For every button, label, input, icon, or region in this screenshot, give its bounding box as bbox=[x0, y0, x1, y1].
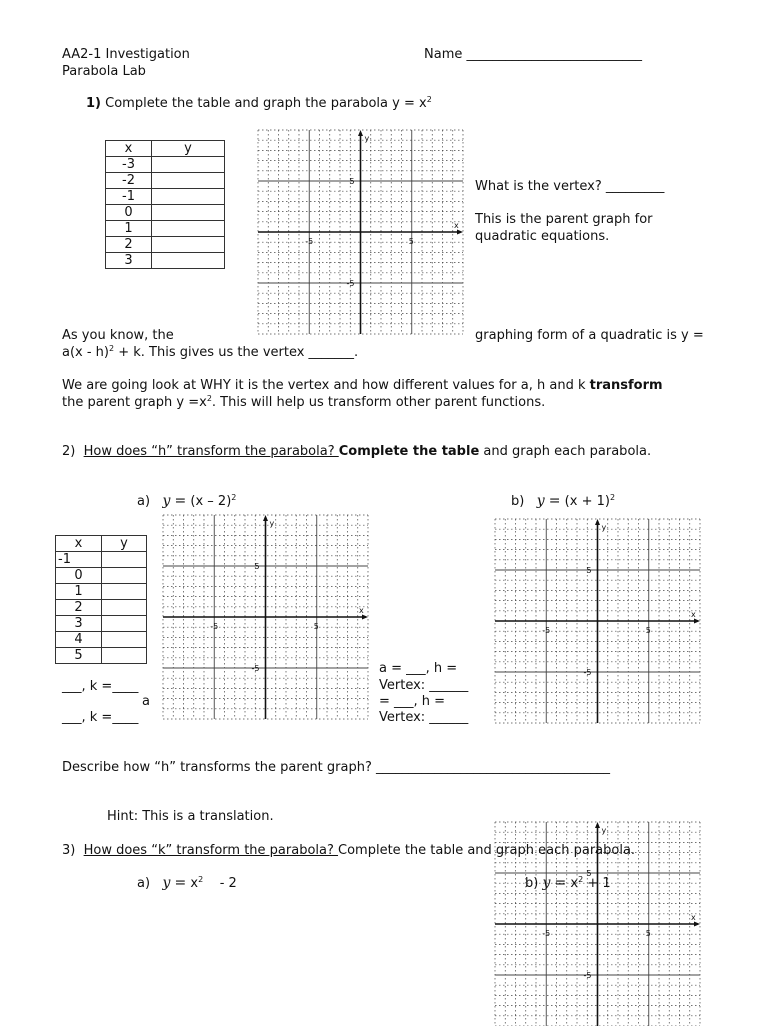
y-cell[interactable] bbox=[152, 189, 225, 205]
x-tick-label: -5 bbox=[542, 626, 551, 635]
y-axis-arrow bbox=[263, 515, 268, 521]
q3a-exponent: 2 bbox=[198, 875, 204, 884]
x-tick-label: 5 bbox=[313, 622, 319, 631]
table-row bbox=[106, 205, 225, 221]
y-cell[interactable] bbox=[102, 632, 147, 648]
y-header: y bbox=[102, 536, 147, 552]
x-axis-arrow bbox=[457, 230, 463, 235]
q1-exponent: 2 bbox=[426, 95, 432, 104]
y-cell[interactable] bbox=[102, 616, 147, 632]
q3-underlined: How does “k” transform the parabola? bbox=[83, 843, 339, 858]
q3a-letter: a) bbox=[137, 876, 151, 891]
x-tick-label: 5 bbox=[645, 626, 651, 635]
x-cell: 0 bbox=[106, 205, 152, 221]
q1-prompt bbox=[86, 96, 432, 112]
parent-note-2: quadratic equations. bbox=[475, 229, 610, 244]
y-cell[interactable] bbox=[102, 600, 147, 616]
q3a-expr: x bbox=[190, 876, 199, 891]
parent-graph-rest: . This will help us transform other parent functions. bbox=[211, 395, 546, 410]
y-cell[interactable] bbox=[152, 173, 225, 189]
parent-graph-text: the parent graph y =x bbox=[62, 395, 207, 410]
table-row bbox=[106, 237, 225, 253]
x-cell: -1 bbox=[56, 552, 102, 568]
y-axis-label: y bbox=[601, 826, 607, 835]
y-cell[interactable] bbox=[152, 157, 225, 173]
y-cell[interactable] bbox=[152, 205, 225, 221]
x-cell: -1 bbox=[106, 189, 152, 205]
x-tick-label: -5 bbox=[210, 622, 219, 631]
x-cell: 3 bbox=[106, 253, 152, 269]
table-row bbox=[56, 552, 147, 568]
table-row bbox=[56, 632, 147, 648]
q2b-expr: (x + 1) bbox=[564, 494, 610, 509]
q2a-stray-a: a bbox=[142, 694, 150, 709]
q2-prompt bbox=[62, 444, 651, 460]
y-axis-arrow bbox=[595, 822, 600, 828]
q2a-label bbox=[137, 493, 236, 510]
hint: Hint: This is a translation. bbox=[107, 809, 274, 824]
intro-para2-line2 bbox=[62, 395, 545, 411]
q2b-y: y bbox=[536, 493, 545, 509]
y-cell[interactable] bbox=[102, 584, 147, 600]
x-header: x bbox=[56, 536, 102, 552]
q3a-eq: = bbox=[174, 875, 187, 891]
name-field[interactable]: Name ___________________________ bbox=[424, 47, 642, 62]
y-cell[interactable] bbox=[152, 237, 225, 253]
x-cell: 1 bbox=[56, 584, 102, 600]
x-tick-label: -5 bbox=[542, 929, 551, 938]
y-cell[interactable] bbox=[152, 253, 225, 269]
table-row bbox=[106, 189, 225, 205]
x-cell: -2 bbox=[106, 173, 152, 189]
x-tick-label: 5 bbox=[408, 237, 414, 246]
table-row bbox=[106, 221, 225, 237]
y-axis-arrow bbox=[358, 130, 363, 136]
q2a-ak-line[interactable]: ___, k =____ bbox=[62, 679, 139, 694]
intro-line1a: As you know, the bbox=[62, 328, 174, 343]
y-cell[interactable] bbox=[152, 221, 225, 237]
describe-h[interactable]: Describe how “h” transforms the parent graph? ____________________________________ bbox=[62, 760, 610, 775]
q2-bold: Complete the table bbox=[338, 444, 480, 459]
q2a-eq: = bbox=[174, 493, 187, 509]
y-cell[interactable] bbox=[102, 552, 147, 568]
intro-line2 bbox=[62, 345, 358, 361]
vertex-question: What is the vertex? _________ bbox=[475, 179, 665, 194]
intro-para2-line1 bbox=[62, 378, 663, 394]
q2b-letter: b) bbox=[511, 494, 525, 509]
q2a-exponent: 2 bbox=[231, 493, 237, 502]
q2a-expr: (x – 2) bbox=[190, 494, 232, 509]
q1-number: 1) bbox=[86, 96, 101, 111]
q3b-letter: b) bbox=[525, 876, 539, 891]
q3b-tail: + 1 bbox=[583, 876, 611, 891]
y-cell[interactable] bbox=[102, 568, 147, 584]
q2b-label bbox=[511, 493, 615, 510]
table-header-row bbox=[56, 536, 147, 552]
q3b-expr: x bbox=[570, 876, 579, 891]
x-cell: 0 bbox=[56, 568, 102, 584]
q2-mid-1[interactable]: a = ___, h = bbox=[379, 661, 458, 676]
x-axis-label: x bbox=[691, 913, 696, 922]
q3b-y: y bbox=[542, 875, 551, 891]
q3-rest: Complete the table and graph each parabola. bbox=[338, 843, 636, 858]
x-cell: -3 bbox=[106, 157, 152, 173]
y-tick-label: -5 bbox=[251, 664, 260, 673]
x-tick-label: -5 bbox=[305, 237, 314, 246]
q3b-eq: = bbox=[554, 875, 567, 891]
q2b-exponent: 2 bbox=[609, 493, 616, 502]
x-axis-arrow bbox=[694, 922, 700, 927]
y-tick-label: -5 bbox=[583, 971, 592, 980]
q1-prompt-text: Complete the table and graph the parabola y = x bbox=[105, 96, 427, 111]
q2b-graph[interactable] bbox=[495, 519, 700, 723]
parent-exponent: 2 bbox=[206, 394, 212, 403]
x-cell: 5 bbox=[56, 648, 102, 664]
x-axis-label: x bbox=[691, 610, 696, 619]
q1-table bbox=[105, 140, 225, 269]
q2-table bbox=[55, 535, 147, 664]
table-row bbox=[56, 584, 147, 600]
y-cell[interactable] bbox=[102, 648, 147, 664]
q2a-y: y bbox=[162, 493, 171, 509]
course-title: AA2-1 Investigation bbox=[62, 47, 190, 62]
table-row bbox=[56, 600, 147, 616]
y-tick-label: 5 bbox=[586, 566, 592, 575]
x-cell: 2 bbox=[106, 237, 152, 253]
q3-prompt bbox=[62, 843, 635, 859]
table-row bbox=[56, 616, 147, 632]
y-tick-label: -5 bbox=[583, 668, 592, 677]
x-axis-arrow bbox=[362, 615, 368, 620]
q2-mid-4[interactable]: Vertex: ______ bbox=[379, 710, 469, 725]
y-axis-label: y bbox=[601, 523, 607, 532]
q3b-exponent: 2 bbox=[578, 875, 584, 884]
transform-word: transform bbox=[589, 378, 663, 393]
table-row bbox=[56, 568, 147, 584]
x-axis-label: x bbox=[359, 606, 364, 615]
x-cell: 2 bbox=[56, 600, 102, 616]
q2-mid-2[interactable]: Vertex: ______ bbox=[379, 678, 469, 693]
y-axis-label: y bbox=[364, 134, 370, 143]
x-cell: 1 bbox=[106, 221, 152, 237]
y-tick-label: 5 bbox=[349, 177, 355, 186]
y-axis-label: y bbox=[269, 519, 275, 528]
y-tick-label: 5 bbox=[586, 869, 592, 878]
q2a-graph[interactable] bbox=[163, 515, 368, 719]
q3a-tail: - 2 bbox=[203, 876, 237, 891]
q3a-y: y bbox=[162, 875, 171, 891]
vertex-form-exponent: 2 bbox=[109, 344, 115, 353]
parent-note-1: This is the parent graph for bbox=[475, 212, 653, 227]
intro-para2-text: We are going look at WHY it is the vertex and how different values for a, h and k bbox=[62, 378, 590, 393]
table-row bbox=[106, 173, 225, 189]
q2-rest: and graph each parabola. bbox=[479, 444, 652, 459]
table-row bbox=[106, 253, 225, 269]
vertex-form-rest: + k. This gives us the vertex _______. bbox=[114, 345, 359, 360]
table-header-row bbox=[106, 141, 225, 157]
q2-number: 2) bbox=[62, 444, 76, 459]
table-row bbox=[106, 157, 225, 173]
y-tick-label: -5 bbox=[346, 279, 355, 288]
q3a-label bbox=[137, 875, 237, 892]
x-cell: 4 bbox=[56, 632, 102, 648]
y-axis-arrow bbox=[595, 519, 600, 525]
vertex-form: a(x - h) bbox=[62, 345, 109, 360]
q2b-eq: = bbox=[548, 493, 561, 509]
q2a-ak-line2[interactable]: ___, k =____ bbox=[62, 710, 139, 725]
q3b-label bbox=[525, 875, 611, 892]
q3-number: 3) bbox=[62, 843, 76, 858]
intro-line1b: graphing form of a quadratic is y = bbox=[475, 328, 704, 343]
q2-underlined: How does “h” transform the parabola? bbox=[83, 444, 339, 459]
q2a-letter: a) bbox=[137, 494, 151, 509]
x-cell: 3 bbox=[56, 616, 102, 632]
lab-title: Parabola Lab bbox=[62, 64, 146, 79]
y-header: y bbox=[152, 141, 225, 157]
x-axis-label: x bbox=[454, 221, 459, 230]
x-axis-arrow bbox=[694, 619, 700, 624]
y-tick-label: 5 bbox=[254, 562, 260, 571]
x-tick-label: 5 bbox=[645, 929, 651, 938]
q2-mid-3[interactable]: = ___, h = bbox=[379, 694, 446, 709]
q1-graph[interactable] bbox=[258, 130, 463, 334]
x-header: x bbox=[106, 141, 152, 157]
table-row bbox=[56, 648, 147, 664]
